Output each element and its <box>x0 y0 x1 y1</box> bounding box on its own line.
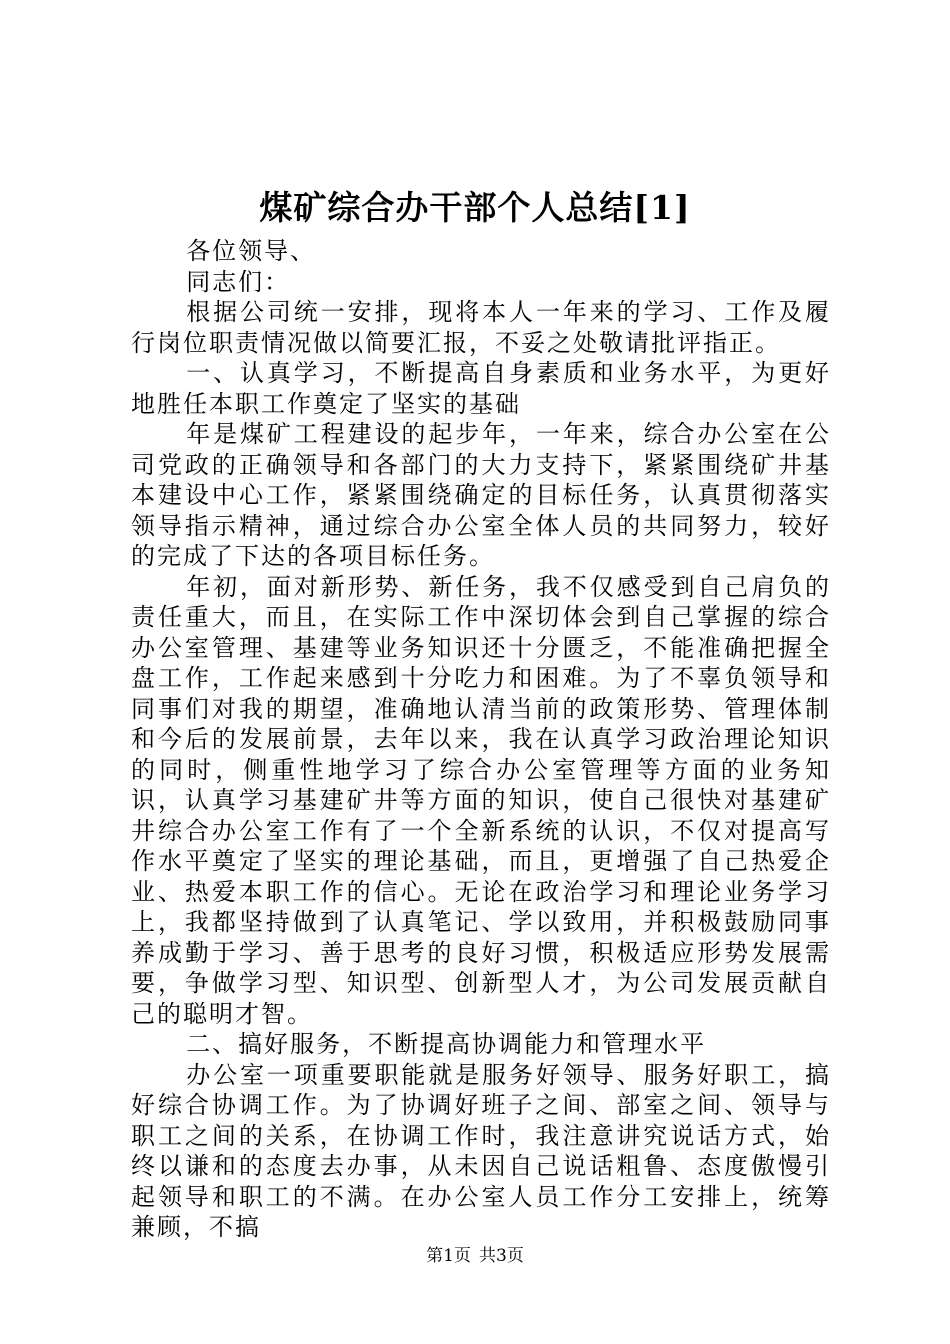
salutation-comrades: 同志们： <box>186 267 291 296</box>
body-paragraph: 年初，面对新形势、新任务，我不仅感受到自己肩负的责任重大，而且，在实际工作中深切体会到自己掌握的综合办公室管理、基建等业务知识还十分匮乏，不能准确把握全盘工作，工作起来感到十分吃力和困难。为了不辜负领导和同事们对我的期望，准确地认清当前的政策形势、管理体制和今后的发展前景，去年以来，我在认真学习政治理论知识的同时，侧重性地学习了综合办公室管理等方面的业务知识，认真学习基建矿井等方面的知识，使自己很快对基建矿井综合办公室工作有了一个全新系统的认识，不仅对提高写作水平奠定了坚实的理论基础，而且，更增强了自己热爱企业、热爱本职工作的信心。无论在政治学习和理论业务学习上，我都坚持做到了认真笔记、学以致用，并积极鼓励同事养成勤于学习、善于思考的良好习惯，积极适应形势发展需要，争做学习型、知识型、创新型人才，为公司发展贡献自己的聪明才智。 <box>131 572 831 1028</box>
page-number: 第1页 <box>426 1246 471 1266</box>
section-heading-2: 二、搞好服务，不断提高协调能力和管理水平 <box>186 1030 707 1058</box>
salutation-leaders: 各位领导、 <box>186 237 317 265</box>
document-title: 煤矿综合办干部个人总结[1] <box>259 188 691 227</box>
body-paragraph: 办公室一项重要职能就是服务好领导、服务好职工，搞好综合协调工作。为了协调好班子之间、部室之间、领导与职工之间的关系，在协调工作时，我注意讲究说话方式，始终以谦和的态度去办事，从未因自己说话粗鲁、态度傲慢引起领导和职工的不满。在办公室人员工作分工安排上，统筹兼顾，不搞 <box>131 1060 831 1241</box>
intro-paragraph: 根据公司统一安排，现将本人一年来的学习、工作及履行岗位职责情况做以简要汇报，不妥之处敬请批评指正。 <box>131 298 831 357</box>
section-heading-1: 一、认真学习，不断提高自身素质和业务水平，为更好地胜任本职工作奠定了坚实的基础 <box>131 359 831 418</box>
page-total: 共3页 <box>479 1246 524 1266</box>
body-paragraph: 年是煤矿工程建设的起步年，一年来，综合办公室在公司党政的正确领导和各部门的大力支持下，紧紧围绕矿井基本建设中心工作，紧紧围绕确定的目标任务，认真贯彻落实领导指示精神，通过综合办公室全体人员的共同努力，较好的完成了下达的各项目标任务。 <box>131 420 831 570</box>
document-body <box>131 236 831 1243</box>
page-footer <box>0 1244 950 1268</box>
